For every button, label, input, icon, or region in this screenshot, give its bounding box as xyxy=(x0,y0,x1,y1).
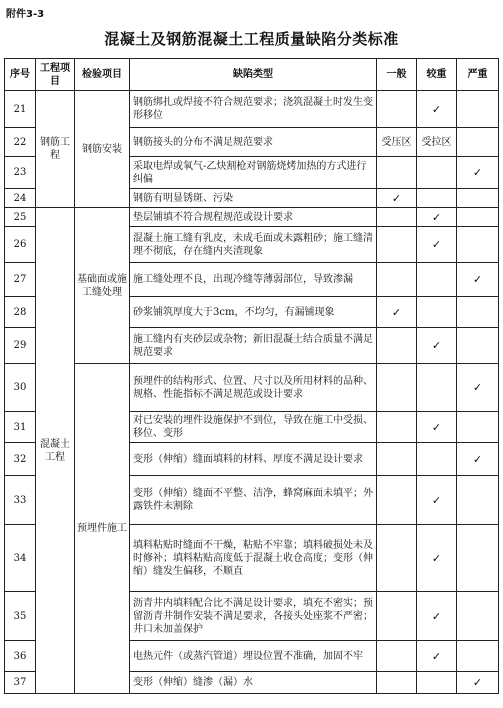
serious-cell xyxy=(457,412,499,443)
serious-cell xyxy=(457,525,499,592)
table-row xyxy=(5,91,499,128)
defect-desc: 钢筋有明显锈斑、污染 xyxy=(130,189,377,208)
serious-cell xyxy=(457,91,499,128)
row-no: 33 xyxy=(5,476,36,525)
defect-desc: 施工缝内有夹砂层或杂物；新旧混凝土结合质量不满足规范要求 xyxy=(130,328,377,364)
check-item-cell: 预埋件施工 xyxy=(75,364,130,694)
serious-cell: ✓ xyxy=(457,672,499,694)
header-major: 较重 xyxy=(417,59,457,91)
row-no: 22 xyxy=(5,128,36,157)
general-cell xyxy=(377,592,417,641)
row-no: 27 xyxy=(5,263,36,297)
defect-desc: 混凝土施工缝有乳皮，未成毛面或未露粗砂；施工缝清理不彻底，存在缝内夹渣现象 xyxy=(130,227,377,263)
defect-desc: 垫层铺填不符合规程规范或设计要求 xyxy=(130,208,377,227)
row-no: 30 xyxy=(5,364,36,412)
header-check-item: 检验项目 xyxy=(75,59,130,91)
major-cell xyxy=(417,263,457,297)
defect-desc: 填料粘贴时缝面不干燥，粘贴不牢靠；填料破损处未及时修补；填料粘贴高度低于混凝土收仓高度；变形（伸缩）缝发生偏移，不顺直 xyxy=(130,525,377,592)
serious-cell: ✓ xyxy=(457,263,499,297)
defect-desc: 砂浆铺筑厚度大于3cm，不均匀，有漏铺现象 xyxy=(130,297,377,328)
defect-desc: 采取电焊或氧气-乙炔割枪对钢筋烧烤加热的方式进行纠偏 xyxy=(130,157,377,189)
project-cell: 混凝土工程 xyxy=(36,208,75,694)
header-defect-type: 缺陷类型 xyxy=(130,59,377,91)
major-cell: ✓ xyxy=(417,91,457,128)
defect-desc: 变形（伸缩）缝渗（漏）水 xyxy=(130,672,377,694)
serious-cell: ✓ xyxy=(457,443,499,476)
row-no: 34 xyxy=(5,525,36,592)
serious-cell: ✓ xyxy=(457,157,499,189)
defect-desc: 变形（伸缩）缝面不平整、洁净，蜂窝麻面未填平；外露铁件未割除 xyxy=(130,476,377,525)
general-cell xyxy=(377,208,417,227)
major-cell: ✓ xyxy=(417,328,457,364)
row-no: 29 xyxy=(5,328,36,364)
defect-desc: 沥青井内填料配合比不满足设计要求，填充不密实；预留沥青井制作安装不满足要求，各接头处座浆不严密；井口未加盖保护 xyxy=(130,592,377,641)
row-no: 36 xyxy=(5,641,36,672)
project-cell: 钢筋工程 xyxy=(36,91,75,208)
general-cell xyxy=(377,91,417,128)
serious-cell xyxy=(457,297,499,328)
row-no: 31 xyxy=(5,412,36,443)
major-cell: ✓ xyxy=(417,476,457,525)
check-item-cell: 基础面或施工缝处理 xyxy=(75,208,130,364)
general-cell xyxy=(377,443,417,476)
general-cell xyxy=(377,364,417,412)
serious-cell: ✓ xyxy=(457,364,499,412)
serious-cell xyxy=(457,128,499,157)
serious-cell xyxy=(457,189,499,208)
serious-cell xyxy=(457,592,499,641)
row-no: 25 xyxy=(5,208,36,227)
defect-desc: 钢筋接头的分布不满足规范要求 xyxy=(130,128,377,157)
general-cell xyxy=(377,227,417,263)
row-no: 26 xyxy=(5,227,36,263)
major-cell: ✓ xyxy=(417,412,457,443)
general-cell xyxy=(377,328,417,364)
major-cell xyxy=(417,443,457,476)
major-cell xyxy=(417,364,457,412)
row-no: 35 xyxy=(5,592,36,641)
serious-cell xyxy=(457,641,499,672)
general-cell xyxy=(377,412,417,443)
major-cell: ✓ xyxy=(417,227,457,263)
header-seq: 序号 xyxy=(5,59,36,91)
row-no: 28 xyxy=(5,297,36,328)
serious-cell xyxy=(457,328,499,364)
row-no: 23 xyxy=(5,157,36,189)
row-no: 21 xyxy=(5,91,36,128)
defect-desc: 对已安装的埋件设施保护不到位，导致在施工中受损、移位、变形 xyxy=(130,412,377,443)
major-cell xyxy=(417,297,457,328)
header-row xyxy=(5,59,499,91)
header-project: 工程项目 xyxy=(36,59,75,91)
general-cell xyxy=(377,672,417,694)
major-cell: ✓ xyxy=(417,525,457,592)
general-cell xyxy=(377,476,417,525)
page-title: 混凝土及钢筋混凝土工程质量缺陷分类标准 xyxy=(104,30,399,48)
major-cell xyxy=(417,672,457,694)
general-cell: ✓ xyxy=(377,189,417,208)
defect-desc: 电热元件（或蒸汽管道）埋设位置不准确，加固不牢 xyxy=(130,641,377,672)
defect-desc: 预埋件的结构形式、位置、尺寸以及所用材料的品种、规格、性能指标不满足规范或设计要求 xyxy=(130,364,377,412)
header-serious: 严重 xyxy=(457,59,499,91)
defect-desc: 变形（伸缩）缝面填料的材料、厚度不满足设计要求 xyxy=(130,443,377,476)
major-cell: ✓ xyxy=(417,208,457,227)
defect-classification-table xyxy=(4,58,499,694)
table-row xyxy=(5,364,499,412)
major-cell: 受拉区 xyxy=(417,128,457,157)
table-row xyxy=(5,208,499,227)
general-cell xyxy=(377,641,417,672)
serious-cell xyxy=(457,227,499,263)
general-cell xyxy=(377,525,417,592)
defect-desc: 钢筋绑扎或焊接不符合规范要求；浇筑混凝土时发生变形移位 xyxy=(130,91,377,128)
major-cell xyxy=(417,189,457,208)
general-cell xyxy=(377,263,417,297)
header-general: 一般 xyxy=(377,59,417,91)
major-cell xyxy=(417,157,457,189)
general-cell: ✓ xyxy=(377,297,417,328)
row-no: 24 xyxy=(5,189,36,208)
general-cell: 受压区 xyxy=(377,128,417,157)
serious-cell xyxy=(457,476,499,525)
major-cell: ✓ xyxy=(417,592,457,641)
appendix-label: 附件3-3 xyxy=(6,9,45,20)
row-no: 37 xyxy=(5,672,36,694)
general-cell xyxy=(377,157,417,189)
serious-cell xyxy=(457,208,499,227)
major-cell: ✓ xyxy=(417,641,457,672)
check-item-cell: 钢筋安装 xyxy=(75,91,130,208)
row-no: 32 xyxy=(5,443,36,476)
defect-desc: 施工缝处理不良，出现冷缝等薄弱部位，导致渗漏 xyxy=(130,263,377,297)
